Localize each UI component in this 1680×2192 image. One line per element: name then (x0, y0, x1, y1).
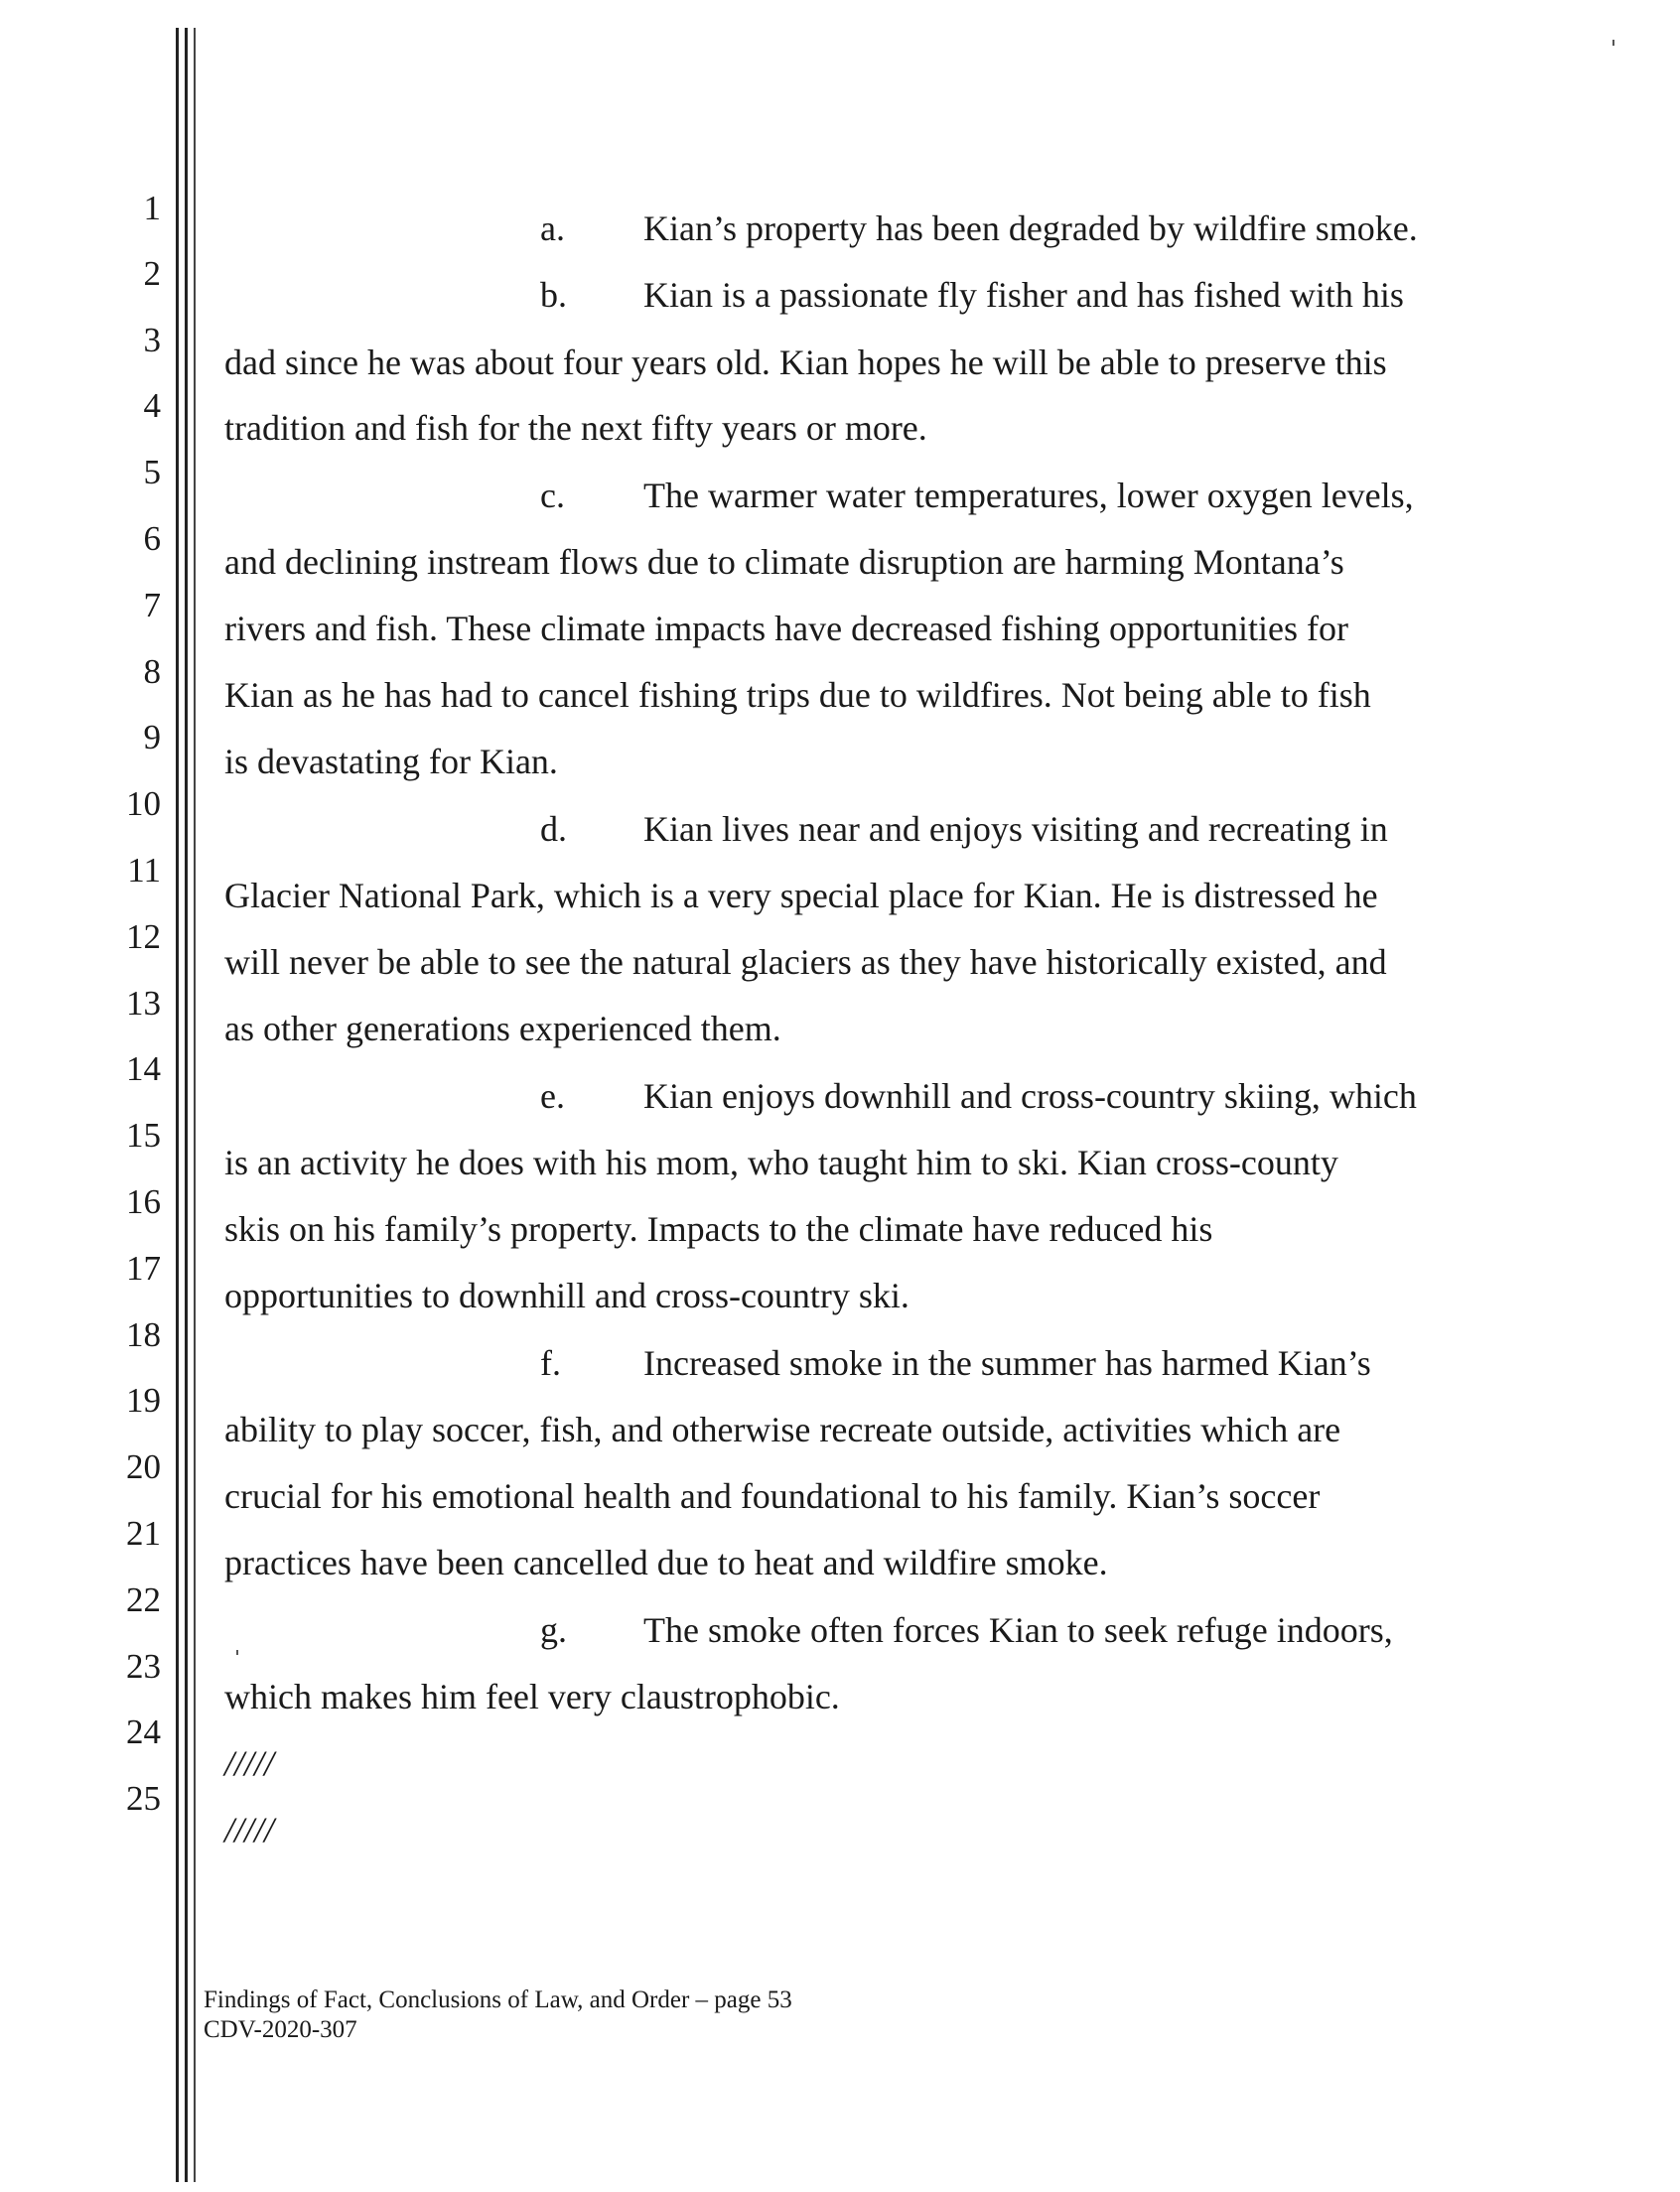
line-number: 14 (126, 1049, 161, 1088)
line-number: 24 (126, 1712, 161, 1751)
text-line: Kian enjoys downhill and cross-country skiing, which (643, 1076, 1417, 1116)
line-number: 11 (127, 851, 161, 890)
text-line: rivers and fish. These climate impacts have decreased fishing opportunities for (224, 609, 1348, 648)
line-number: 19 (126, 1381, 161, 1420)
paragraph-label: b. (540, 275, 567, 315)
line-number: 7 (143, 586, 161, 624)
line-number: 18 (126, 1315, 161, 1354)
text-line: Kian is a passionate fly fisher and has fished with his (643, 275, 1404, 315)
text-line: opportunities to downhill and cross-country ski. (224, 1276, 910, 1315)
line-number: 16 (126, 1182, 161, 1221)
paragraph-label: a. (540, 208, 565, 248)
line-number: 2 (143, 254, 161, 293)
line-number: 4 (143, 386, 161, 425)
line-number: 6 (143, 519, 161, 558)
line-number: 5 (143, 453, 161, 491)
line-number: 13 (126, 984, 161, 1023)
text-line: tradition and fish for the next fifty years or more. (224, 408, 927, 448)
text-line: ability to play soccer, fish, and otherwise recreate outside, activities which are (224, 1410, 1341, 1449)
paragraph-label: e. (540, 1076, 565, 1116)
margin-rule-left (176, 28, 179, 2182)
text-line: is devastating for Kian. (224, 742, 558, 781)
paragraph-label: g. (540, 1610, 567, 1650)
line-number: 22 (126, 1580, 161, 1619)
text-line: Kian as he has had to cancel fishing trips due to wildfires. Not being able to fish (224, 675, 1371, 715)
text-line: The smoke often forces Kian to seek refuge indoors, (643, 1610, 1393, 1650)
text-line: will never be able to see the natural glaciers as they have historically existed, and (224, 942, 1387, 982)
separator-slashes: ///// (224, 1810, 275, 1850)
paragraph-label: d. (540, 809, 567, 849)
text-line: as other generations experienced them. (224, 1009, 781, 1048)
text-line: Increased smoke in the summer has harmed Kian’s (643, 1343, 1371, 1383)
line-number: 12 (126, 917, 161, 956)
line-number: 9 (143, 718, 161, 756)
line-number: 20 (126, 1447, 161, 1486)
line-number: 21 (126, 1514, 161, 1553)
line-number: 17 (126, 1249, 161, 1288)
footer-case-number: CDV-2020-307 (204, 2016, 357, 2043)
line-number: 8 (143, 652, 161, 691)
line-number: 1 (143, 189, 161, 227)
text-line: Glacier National Park, which is a very special place for Kian. He is distressed he (224, 876, 1378, 915)
scan-speck (1612, 40, 1614, 46)
line-number: 10 (126, 784, 161, 823)
margin-rule-middle (185, 28, 188, 2182)
paragraph-label: f. (540, 1343, 561, 1383)
line-number: 15 (126, 1116, 161, 1155)
separator-slashes: ///// (224, 1743, 275, 1783)
text-line: dad since he was about four years old. Kian hopes he will be able to preserve this (224, 342, 1387, 382)
text-line: Kian lives near and enjoys visiting and recreating in (643, 809, 1388, 849)
text-line: which makes him feel very claustrophobic. (224, 1677, 840, 1716)
text-line: and declining instream flows due to climate disruption are harming Montana’s (224, 542, 1344, 582)
line-number: 25 (126, 1779, 161, 1818)
paragraph-label: c. (540, 476, 565, 515)
scan-speck (236, 1650, 238, 1655)
text-line: practices have been cancelled due to heat and wildfire smoke. (224, 1543, 1108, 1582)
text-line: The warmer water temperatures, lower oxygen levels, (643, 476, 1414, 515)
footer-title: Findings of Fact, Conclusions of Law, and Order – page 53 (204, 1986, 792, 2013)
text-line: Kian’s property has been degraded by wildfire smoke. (643, 208, 1418, 248)
text-line: is an activity he does with his mom, who taught him to ski. Kian cross-county (224, 1143, 1338, 1182)
text-line: crucial for his emotional health and foundational to his family. Kian’s soccer (224, 1476, 1321, 1516)
margin-rule-right (194, 28, 196, 2182)
line-number: 3 (143, 321, 161, 359)
text-line: skis on his family’s property. Impacts to the climate have reduced his (224, 1209, 1213, 1249)
line-number: 23 (126, 1647, 161, 1686)
